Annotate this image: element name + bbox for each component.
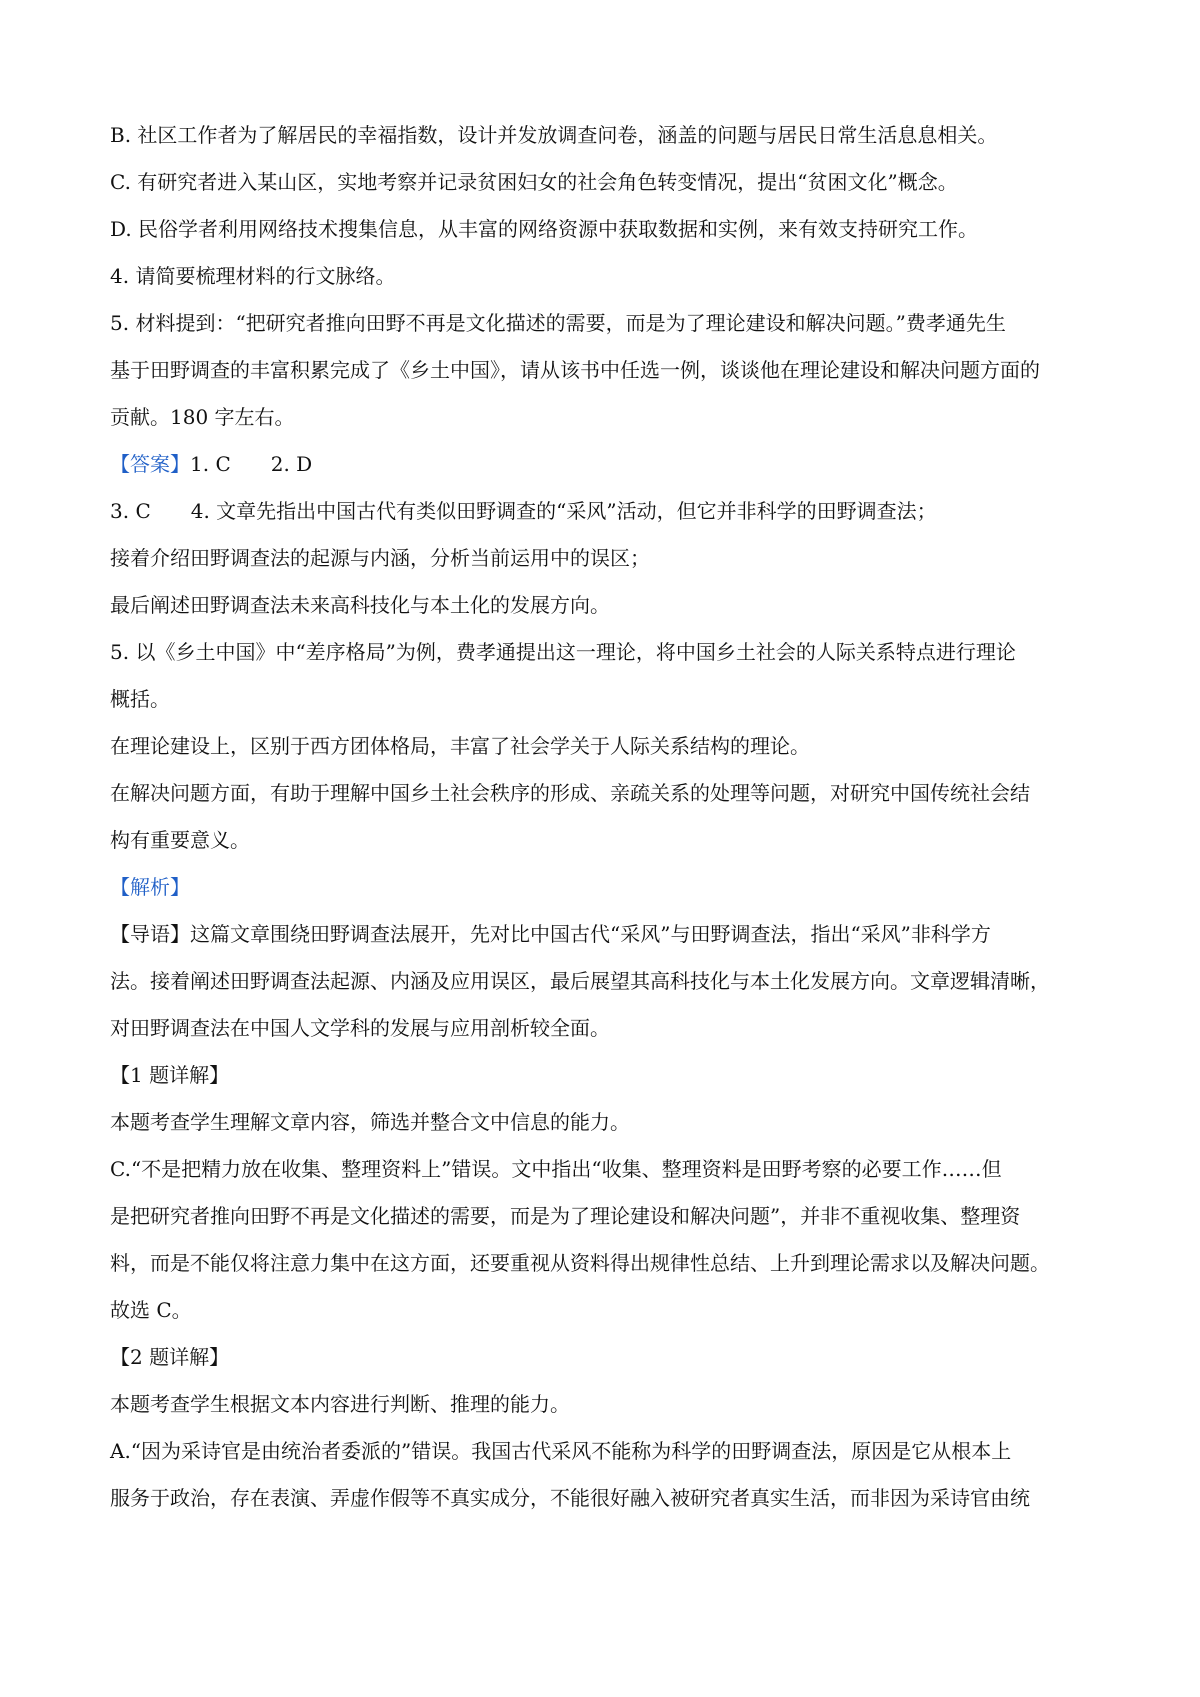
- answer-5-line-5: 构有重要意义。: [110, 828, 250, 852]
- detail-2-line-1: 本题考查学生根据文本内容进行判断、推理的能力。: [110, 1392, 570, 1416]
- option-b: B. 社区工作者为了解居民的幸福指数，设计并发放调查问卷，涵盖的问题与居民日常生活息息相关。: [110, 123, 998, 147]
- detail-1-line-4: 料，而是不能仅将注意力集中在这方面，还要重视从资料得出规律性总结、上升到理论需求以及解决问题。: [110, 1251, 1050, 1275]
- question-4: 4. 请简要梳理材料的行文脉络。: [110, 264, 396, 288]
- detail-1-line-2: C.“不是把精力放在收集、整理资料上”错误。文中指出“收集、整理资料是田野考察的必要工作……但: [110, 1157, 1002, 1181]
- intro-line-2: 法。接着阐述田野调查法起源、内涵及应用误区，最后展望其高科技化与本土化发展方向。文章逻辑清晰，: [110, 969, 1050, 993]
- answer-line: [110, 441, 1110, 488]
- detail-1-line-1: 本题考查学生理解文章内容，筛选并整合文中信息的能力。: [110, 1110, 630, 1134]
- option-c: C. 有研究者进入某山区，实地考察并记录贫困妇女的社会角色转变情况，提出“贫困文化”概念。: [110, 170, 958, 194]
- detail-1-line-5: 故选 C。: [110, 1298, 192, 1322]
- answer-4-line-2: 接着介绍田野调查法的起源与内涵，分析当前运用中的误区；: [110, 546, 650, 570]
- document-body: [110, 112, 1110, 1522]
- answer-4-line-3: 最后阐述田野调查法未来高科技化与本土化的发展方向。: [110, 593, 610, 617]
- detail-2-title: 【2 题详解】: [110, 1345, 230, 1369]
- answer-3-4-line-1: 3. C 4. 文章先指出中国古代有类似田野调查的“采风”活动，但它并非科学的田野调查法；: [110, 499, 937, 523]
- question-5-line-3: 贡献。180 字左右。: [110, 405, 295, 429]
- intro-line-1: 【导语】这篇文章围绕田野调查法展开，先对比中国古代“采风”与田野调查法，指出“采风”非科学方: [110, 922, 991, 946]
- analysis-label: 【解析】: [110, 875, 190, 899]
- detail-1-line-3: 是把研究者推向田野不再是文化描述的需要，而是为了理论建设和解决问题”，并非不重视收集、整理资: [110, 1204, 1021, 1228]
- answer-5-line-4: 在解决问题方面，有助于理解中国乡土社会秩序的形成、亲疏关系的处理等问题，对研究中国传统社会结: [110, 781, 1030, 805]
- detail-2-line-2: A.“因为采诗官是由统治者委派的”错误。我国古代采风不能称为科学的田野调查法，原因是它从根本上: [110, 1439, 1012, 1463]
- answer-values: 1. C 2. D: [190, 452, 313, 476]
- question-5-line-2: 基于田野调查的丰富积累完成了《乡土中国》，请从该书中任选一例，谈谈他在理论建设和解决问题方面的: [110, 358, 1040, 382]
- answer-5-line-3: 在理论建设上，区别于西方团体格局，丰富了社会学关于人际关系结构的理论。: [110, 734, 810, 758]
- intro-line-3: 对田野调查法在中国人文学科的发展与应用剖析较全面。: [110, 1016, 610, 1040]
- answer-5-line-1: 5. 以《乡土中国》中“差序格局”为例，费孝通提出这一理论，将中国乡土社会的人际关系特点进行理论: [110, 640, 1016, 664]
- detail-2-line-3: 服务于政治，存在表演、弄虚作假等不真实成分，不能很好融入被研究者真实生活，而非因为采诗官由统: [110, 1486, 1030, 1510]
- question-5-line-1: 5. 材料提到：“把研究者推向田野不再是文化描述的需要，而是为了理论建设和解决问题。”费孝通先生: [110, 311, 1006, 335]
- answer-5-line-2: 概括。: [110, 687, 170, 711]
- answer-label: 【答案】: [110, 452, 190, 476]
- option-d: D. 民俗学者利用网络技术搜集信息，从丰富的网络资源中获取数据和实例，来有效支持研究工作。: [110, 217, 979, 241]
- detail-1-title: 【1 题详解】: [110, 1063, 230, 1087]
